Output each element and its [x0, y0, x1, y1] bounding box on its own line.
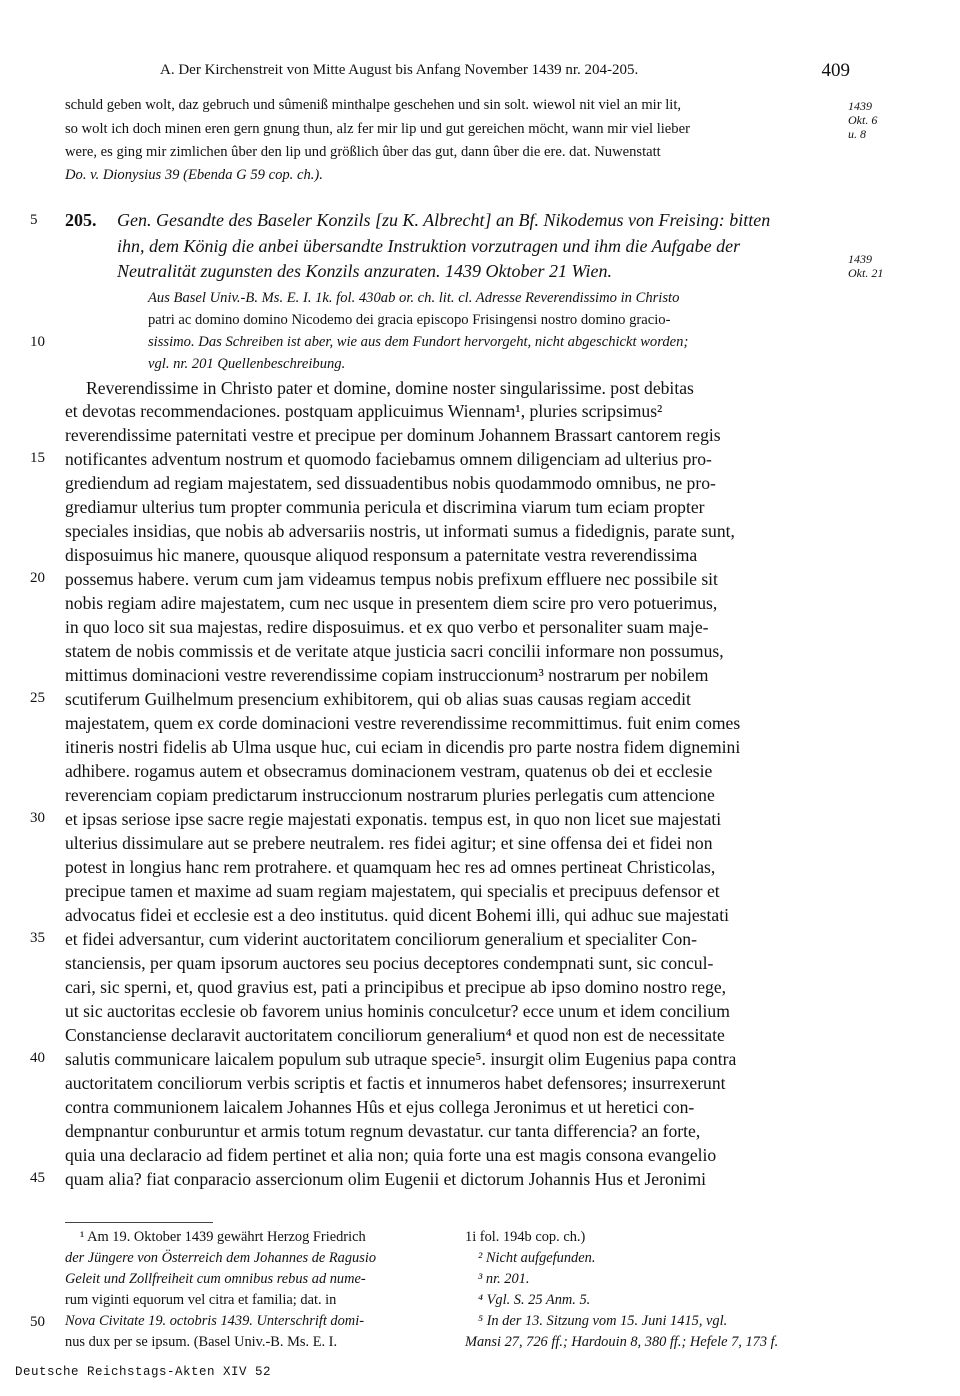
preceding-line: Do. v. Dionysius 39 (Ebenda G 59 cop. ch.).	[65, 167, 323, 183]
source-note-line: Aus Basel Univ.-B. Ms. E. I. 1k. fol. 430ab or. ch. lit. cl. Adresse Reverendissimo in Christo	[148, 290, 680, 306]
body-line: contra communionem laicalem Johannes Hûs et ejus collega Jeronimus et ut heretici con-	[65, 1097, 695, 1117]
footnote-line: nus dux per se ipsum. (Basel Univ.-B. Ms. E. I.	[65, 1334, 338, 1350]
footnote-line: Geleit und Zollfreiheit cum omnibus rebus ad nume-	[65, 1271, 366, 1287]
body-line: in quo loco sit sua majestas, redire disposuimus. et ex quo verbo et personaliter suam maje-	[65, 617, 709, 637]
line-number: 50	[30, 1314, 45, 1330]
footnote-line: ² Nicht aufgefunden.	[478, 1250, 596, 1266]
source-note-line: vgl. nr. 201 Quellenbeschreibung.	[148, 356, 346, 372]
body-line: notificantes adventum nostrum et quomodo faciebamus omnem diligenciam ad ulterius pro-	[65, 449, 712, 469]
body-line: disposuimus hic manere, quousque aliquod responsum a paternitate vestra reverendissima	[65, 545, 698, 565]
body-line: adhibere. rogamus autem et obsecramus dominacionem vestram, quatenus ob dei et ecclesie	[65, 761, 713, 781]
body-line: stanciensis, per quam ipsorum auctores seu pocius deceptores condempnati sunt, sic concul-	[65, 953, 714, 973]
body-line: ut sic auctoritas ecclesie ob favorem unius hominis conculcetur? ecce unum et idem concilium	[65, 1001, 730, 1021]
source-note-line: patri ac domino domino Nicodemo dei gracia episcopo Frisingensi nostro domino gracio-	[148, 312, 671, 328]
body-line: quia una declaracio ad fidem pertinet et alia non; quia forte una est magis consona evangelio	[65, 1145, 717, 1165]
entry-number: 205.	[65, 210, 97, 230]
footnote-rule	[65, 1222, 213, 1223]
body-line: mittimus dominacioni vestre reverendissime copiam instruccionum³ nostrarum per nobilem	[65, 665, 709, 685]
body-line: nobis regiam adire majestatem, cum nec usque in presentem diem scire pro vero potuerimus,	[65, 593, 718, 613]
body-line: quam alia? fiat conparacio assercionum olim Eugenii et dictorum Johannis Hus et Jeronimi	[65, 1169, 707, 1189]
body-line: scutiferum Guilhelmum presencium exhibitorem, qui ob alias suas causas regiam accedit	[65, 689, 691, 709]
line-number: 25	[30, 690, 45, 706]
footnote-line: Nova Civitate 19. octobris 1439. Unterschrift domi-	[65, 1313, 364, 1329]
footnote-line: ³ nr. 201.	[478, 1271, 530, 1287]
footnote-line: 1i fol. 194b cop. ch.)	[465, 1229, 586, 1245]
margin-date-year: 1439	[848, 252, 872, 266]
entry-headline-line: Neutralität zugunsten des Konzils anzuraten. 1439 Oktober 21 Wien.	[117, 261, 612, 281]
body-line: reverendissime paternitati vestre et precipue per dominum Johannem Brassart cantorem regis	[65, 425, 721, 445]
body-line: Constanciense declaravit auctoritatem conciliorum generalium⁴ et quod non est de necessitate	[65, 1025, 725, 1045]
body-line: ulterius dissimulare aut se prebere neutralem. res fidei agitur; et sine offensa dei et fidei non	[65, 833, 713, 853]
body-line: grediendum ad regiam majestatem, sed dissuadentibus nobis quodammodo omnibus, ne pro-	[65, 473, 716, 493]
line-number: 30	[30, 810, 45, 826]
margin-date-day: Okt. 6	[848, 113, 878, 127]
entry-headline-line: ihn, dem König die anbei übersandte Instruktion vorzutragen und ihm die Aufgabe der	[117, 236, 741, 256]
margin-date-top	[848, 99, 908, 141]
running-head	[160, 62, 850, 79]
body-line: potest in longius hanc rem protrahere. et quamquam hec res ad omnes pertineat Christicolas,	[65, 857, 716, 877]
preceding-line: were, es ging mir zimlichen ûber den lip und größlich ûber das gut, dann ûber die ere. dat. Nuwenstatt	[65, 144, 661, 160]
footnote-line: ¹ Am 19. Oktober 1439 gewährt Herzog Friedrich	[80, 1229, 366, 1245]
body-line: auctoritatem conciliorum verbis scriptis et factis et innumeros habet defensores; insurrexerunt	[65, 1073, 726, 1093]
margin-date-day: Okt. 21	[848, 266, 884, 280]
body-line: et devotas recommendaciones. postquam applicuimus Wiennam¹, pluries scripsimus²	[65, 401, 663, 421]
margin-date-entry	[848, 252, 908, 280]
entry-headline-line: Gen. Gesandte des Baseler Konzils [zu K. Albrecht] an Bf. Nikodemus von Freising: bitten	[117, 210, 771, 230]
page-number: 409	[821, 60, 850, 81]
line-number: 10	[30, 334, 45, 350]
line-number: 15	[30, 450, 45, 466]
margin-date-year: 1439	[848, 99, 872, 113]
body-line: majestatem, quem ex corde dominacioni vestre reverendissime recommittimus. fuit enim comes	[65, 713, 741, 733]
line-number: 35	[30, 930, 45, 946]
body-line: statem de nobis commissis et de veritate atque justicia sacri concilii informare non possumus,	[65, 641, 724, 661]
body-line: possemus habere. verum cum jam videamus tempus nobis prefixum effluere nec possibile sit	[65, 569, 718, 589]
running-head-title: A. Der Kirchenstreit von Mitte August bis Anfang November 1439 nr. 204-205.	[160, 62, 639, 78]
body-line: precipue tamen et maxime ad suam regiam majestatem, qui specialis et precipuus defensor et	[65, 881, 720, 901]
body-line: reverenciam copiam predictarum instruccionum nostrarum pluries perlegatis cum attencione	[65, 785, 715, 805]
footnote-line: der Jüngere von Österreich dem Johannes de Ragusio	[65, 1250, 377, 1266]
body-line: speciales insidias, que nobis ab adversariis nostris, ut informati sumus a fidedignis, parate sunt,	[65, 521, 735, 541]
body-line: et ipsas seriose ipse sacre regie majestati exponatis. tempus est, in quo non licet sue majestati	[65, 809, 722, 829]
body-line: et fidei adversantur, cum viderint auctoritatem conciliorum generalium et specialiter Con-	[65, 929, 697, 949]
body-line: advocatus fidei et ecclesie est a deo institutus. quid dicent Bohemi illi, qui adhuc sue majestati	[65, 905, 729, 925]
page-footer: Deutsche Reichstags-Akten XIV 52	[15, 1365, 272, 1379]
body-line: salutis communicare laicalem populum sub utraque specie⁵. insurgit olim Eugenius papa contra	[65, 1049, 737, 1069]
footnote-line: Mansi 27, 726 ff.; Hardouin 8, 380 ff.; Hefele 7, 173 f.	[465, 1334, 779, 1350]
line-number: 45	[30, 1170, 45, 1186]
preceding-line: schuld geben wolt, daz gebruch und sûmeniß minthalpe geschehen und sin solt. wiewol nit viel an mir lit,	[65, 97, 682, 113]
body-line: itineris nostri fidelis ab Ulma usque huc, cui eciam in dicendis pro parte nostra fidem dignemini	[65, 737, 741, 757]
line-number: 20	[30, 570, 45, 586]
footnote-line: ⁵ In der 13. Sitzung vom 15. Juni 1415, vgl.	[478, 1313, 728, 1329]
body-line: dempnantur conburuntur et armis totum regnum devastatur. cur tanta differencia? an forte,	[65, 1121, 701, 1141]
footnote-line: ⁴ Vgl. S. 25 Anm. 5.	[478, 1292, 591, 1308]
body-line: grediamur ulterius tum propter communia pericula et discrimina viarum tum eciam propter	[65, 497, 705, 517]
source-note-line: sissimo. Das Schreiben ist aber, wie aus dem Fundort hervorgeht, nicht abgeschickt worden;	[148, 334, 689, 350]
line-number: 5	[30, 212, 38, 228]
line-number: 40	[30, 1050, 45, 1066]
preceding-line: so wolt ich doch minen eren gern gnung thun, alz fer mir lip und gut gereichen möcht, wann mir viel lieber	[65, 121, 690, 137]
body-line: Reverendissime in Christo pater et domine, domine noster singularissime. post debitas	[86, 378, 694, 398]
margin-date-day: u. 8	[848, 127, 866, 141]
footnote-line: rum viginti equorum vel citra et familia; dat. in	[65, 1292, 337, 1308]
body-line: cari, sic sperni, et, quod gravius est, pati a principibus et precipue ab ipso domino nostro rege,	[65, 977, 727, 997]
